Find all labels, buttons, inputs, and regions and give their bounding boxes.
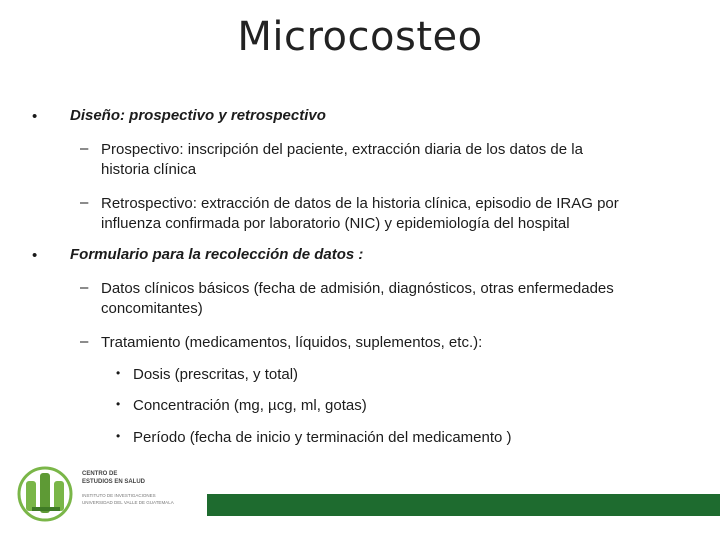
sub-prospectivo-line2: historia clínica	[101, 161, 197, 178]
slide-title: Microcosteo	[237, 14, 483, 60]
logo-sub1: INSTITUTO DE INVESTIGACIONES	[82, 493, 156, 498]
bullet-marker: •	[116, 366, 121, 380]
subsub-periodo: Período (fecha de inicio y terminación del medicamento )	[133, 429, 512, 446]
dash-marker: –	[80, 279, 89, 296]
subsub-concentracion: Concentración (mg, µcg, ml, gotas)	[133, 397, 367, 414]
subsub-dosis: Dosis (prescritas, y total)	[133, 366, 299, 383]
bullet-marker: •	[32, 108, 38, 125]
bullet-formulario: Formulario para la recolección de datos :	[70, 246, 364, 263]
sub-datos-line2: concomitantes)	[101, 300, 203, 317]
bullet-marker: •	[32, 247, 38, 264]
sub-retrospectivo-line2: influenza confirmada por laboratorio (NIC) y epidemiología del hospital	[101, 215, 570, 232]
bullet-marker: •	[116, 397, 121, 411]
sub-datos-line1: Datos clínicos básicos (fecha de admisión, diagnósticos, otras enfermedades	[101, 280, 614, 297]
bullet-design: Diseño: prospectivo y retrospectivo	[70, 107, 326, 124]
sub-retrospectivo-line1: Retrospectivo: extracción de datos de la historia clínica, episodio de IRAG por	[101, 195, 619, 212]
logo-line2: ESTUDIOS EN SALUD	[82, 479, 146, 485]
sub-prospectivo-line1: Prospectivo: inscripción del paciente, extracción diaria de los datos de la	[101, 141, 583, 158]
footer-bar	[207, 494, 720, 516]
logo-wordmark	[82, 470, 202, 486]
bullet-marker: •	[116, 429, 121, 443]
dash-marker: –	[80, 333, 89, 350]
dash-marker: –	[80, 194, 89, 211]
logo-line1: CENTRO DE	[82, 471, 118, 477]
logo-subtitle	[82, 492, 202, 506]
sub-tratamiento: Tratamiento (medicamentos, líquidos, suplementos, etc.):	[101, 334, 483, 351]
logo-sub2: UNIVERSIDAD DEL VALLE DE GUATEMALA	[82, 500, 174, 505]
dash-marker: –	[80, 140, 89, 157]
